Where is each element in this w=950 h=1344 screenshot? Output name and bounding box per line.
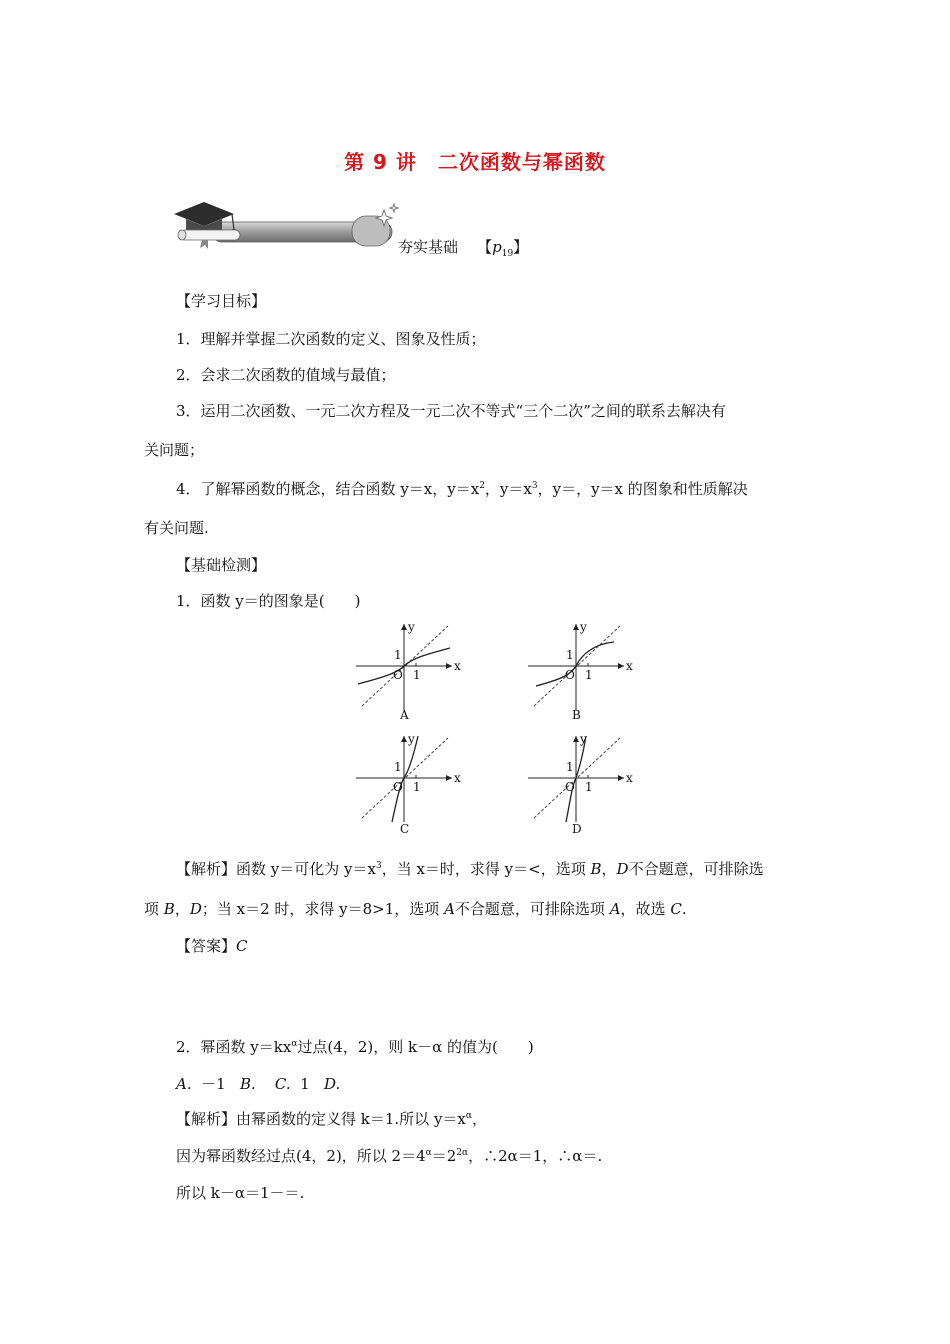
graph-d-one-y: 1 — [566, 760, 574, 774]
graph-b-x-label: x — [626, 659, 633, 673]
solution-2-line-3: 所以 k－α＝1－＝. — [176, 1184, 305, 1202]
graph-d-x-label: x — [626, 771, 633, 785]
question-1: 1．函数 y＝的图象是( ) — [176, 592, 361, 610]
graph-a-origin: O — [393, 668, 403, 682]
graph-c-origin: O — [393, 780, 403, 794]
goal-3-line-2: 关问题； — [144, 441, 205, 459]
goal-3-line-1: 3．运用二次函数、一元二次方程及一元二次不等式“三个二次”之间的联系去解决有 — [176, 402, 726, 420]
graph-c-one-y: 1 — [394, 760, 402, 774]
graph-c-x-label: x — [454, 771, 461, 785]
goal-4-line-1: 4．了解幂函数的概念，结合函数 y＝x，$y=x^2$，$y=x^3$，y＝，y＝x 的图象和性质解决 — [176, 480, 748, 498]
graph-d — [524, 732, 634, 828]
graph-b-y-label: y — [580, 620, 587, 634]
solution-1-line-1: 【解析】函数 y＝可化为 $y=x^3$，当 x＝时，求得 y＝<，选项 B，D不合题意，可排除选 — [176, 860, 764, 878]
goal-1: 1．理解并掌握二次函数的定义、图象及性质； — [176, 330, 486, 348]
graph-a-label: A — [400, 708, 409, 722]
graph-d-y-label: y — [580, 732, 587, 746]
graph-c-y-label: y — [408, 732, 415, 746]
graph-a-one-x: 1 — [413, 668, 421, 682]
graph-b-one-y: 1 — [566, 648, 574, 662]
question-2-options: A. －1 B. C. 1 D. — [176, 1075, 341, 1093]
goal-2: 2．会求二次函数的值域与最值； — [176, 366, 396, 384]
goal-4-line-2: 有关问题. — [144, 519, 209, 537]
diploma-scroll-icon — [178, 230, 240, 249]
graph-c-label: C — [400, 822, 410, 836]
graph-b-one-x: 1 — [585, 668, 593, 682]
graph-b — [524, 620, 634, 716]
graph-a — [352, 620, 462, 716]
graph-b-label: B — [572, 708, 581, 722]
section-label: 夯实基础 【$p_{19}$】 — [398, 238, 529, 259]
graph-a-one-y: 1 — [394, 648, 402, 662]
graph-c-one-x: 1 — [413, 780, 421, 794]
graph-a-x-label: x — [454, 659, 461, 673]
graph-d-origin: O — [565, 780, 575, 794]
goals-heading: 【学习目标】 — [176, 292, 267, 310]
graph-c — [352, 732, 462, 828]
graph-a-y-label: y — [408, 620, 415, 634]
graph-d-label: D — [572, 822, 582, 836]
page-title: 第 9 讲 二次函数与幂函数 — [344, 150, 606, 174]
graph-d-one-x: 1 — [585, 780, 593, 794]
solution-1-line-2: 项 B，D；当 x＝2 时，求得 y＝8>1，选项 A不合题意，可排除选项 A，故选 C. — [144, 900, 687, 918]
answer-1: 【答案】C — [176, 937, 248, 955]
graph-b-origin: O — [565, 668, 575, 682]
check-heading: 【基础检测】 — [176, 556, 267, 574]
question-2: 2．幂函数 $y=kx^\alpha$过点(4，2)，则 k－α 的值为( ) — [176, 1038, 534, 1056]
solution-2-line-2: 因为幂函数经过点(4，2)，所以 $2=4^\alpha=2^{2\alpha}$，∴2α＝1，∴α＝. — [176, 1147, 603, 1165]
solution-2-line-1: 【解析】由幂函数的定义得 k＝1.所以 $y=x^\alpha$， — [176, 1110, 487, 1128]
